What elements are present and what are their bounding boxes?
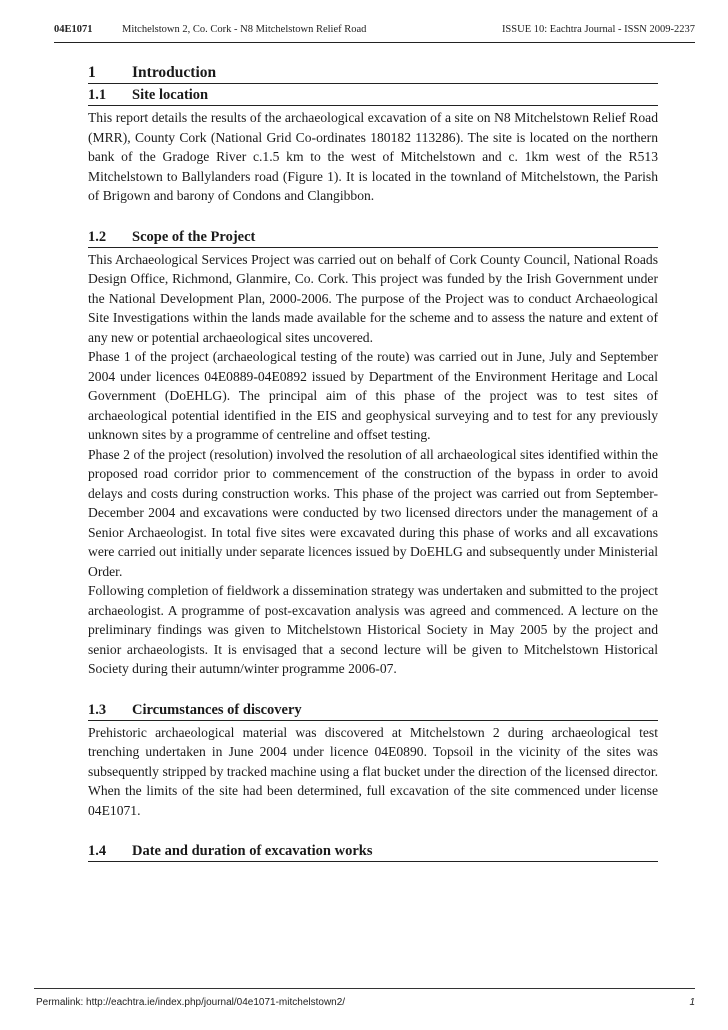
header-issue: ISSUE 10: Eachtra Journal - ISSN 2009-2237 <box>501 24 695 35</box>
section-title: Introduction <box>132 64 217 81</box>
paragraph: Prehistoric archaeological material was discovered at Mitchelstown 2 during archaeological test trenching undertaken in June 2004 under licence 04E0890. Topsoil in the vicinity of the sites was subsequently stripped by tracked machine using a flat bucket under the direction of the licensed director. When the limits of the site had been determined, full excavation of the site commenced under license 04E1071. <box>88 724 658 818</box>
licence-code: 04E1071 <box>54 24 93 35</box>
section-number: 1.4 <box>88 843 107 859</box>
section-number: 1 <box>88 64 96 81</box>
section-title: Site location <box>132 87 209 103</box>
header-title: Mitchelstown 2, Co. Cork - N8 Mitchelstown Relief Road <box>122 24 367 35</box>
section-title: Scope of the Project <box>132 228 256 245</box>
section-heading-introduction <box>88 64 658 84</box>
paragraph: Phase 2 of the project (resolution) involved the resolution of all archaeological sites identified within the proposed road corridor prior to commencement of the construction of the bypass in order to avoid delays and costs during construction works. This phase of the project was carried out from September-December 2004 and excavations were conducted by two licensed directors under the management of a Senior Archaeologist. In total five sites were excavated during this phase of works and all excavations were carried out initially under separate licences issued by DoEHLG and subsequently under Ministerial Order. <box>88 446 658 579</box>
paragraph: This report details the results of the archaeological excavation of a site on N8 Mitchelstown Relief Road (MRR), County Cork (National Grid Co-ordinates 180182 113286). The site is located on the northern bank of the Gradoge River c.1.5 km to the west of Mitchelstown and c. 1km west of the R513 Mitchelstown to Ballylanders road (Figure 1). It is located in the townland of Mitchelstown, the Parish of Brigown and barony of Condons and Clangibbon. <box>88 110 658 203</box>
paragraph: Following completion of fieldwork a dissemination strategy was undertaken and submitted to the project archaeologist. A programme of post-excavation analysis was agreed and commenced. A lecture on the preliminary findings was given to Mitchelstown Historical Society in May 2005 by the project and senior archaeologists. It is envisaged that a second lecture will be given to Mitchelstown Historical Society during their autumn/winter programme 2006-07. <box>88 583 658 676</box>
section-number: 1.1 <box>88 87 107 103</box>
permalink[interactable]: Permalink: http://eachtra.ie/index.php/journal/04e1071-mitchelstown2/ <box>36 997 346 1008</box>
header-divider <box>54 42 695 43</box>
section-title: Date and duration of excavation works <box>132 843 373 859</box>
section-heading-scope <box>88 228 658 248</box>
document-body <box>88 64 658 862</box>
page-header <box>54 24 695 40</box>
footer-divider <box>34 988 695 989</box>
section-heading-site-location <box>88 86 658 106</box>
section-title: Circumstances of discovery <box>132 701 302 718</box>
paragraph: Phase 1 of the project (archaeological testing of the route) was carried out in June, July and September 2004 under licences 04E0889-04E0892 issued by Department of the Environment Heritage and Local Government (DoEHLG). The principal aim of this phase of the project was to test sites of archaeological potential identified in the EIS and geophysical surveying and to test for any previously unknown sites by a programme of centreline and offset testing. <box>88 349 658 442</box>
paragraph: This Archaeological Services Project was carried out on behalf of Cork County Council, National Roads Design Office, Richmond, Glanmire, Co. Cork. This project was funded by the Irish Government under the National Development Plan, 2000-2006. The purpose of the Project was to conduct Archaeological Site Investigations within the lands made available for the scheme and to assess the nature and extent of any new or potential archaeological sites uncovered. <box>88 251 658 345</box>
section-number: 1.2 <box>88 228 107 245</box>
section-heading-circumstances <box>88 701 658 721</box>
page-number: 1 <box>689 997 695 1008</box>
section-number: 1.3 <box>88 701 107 718</box>
section-heading-date-duration <box>88 842 658 862</box>
